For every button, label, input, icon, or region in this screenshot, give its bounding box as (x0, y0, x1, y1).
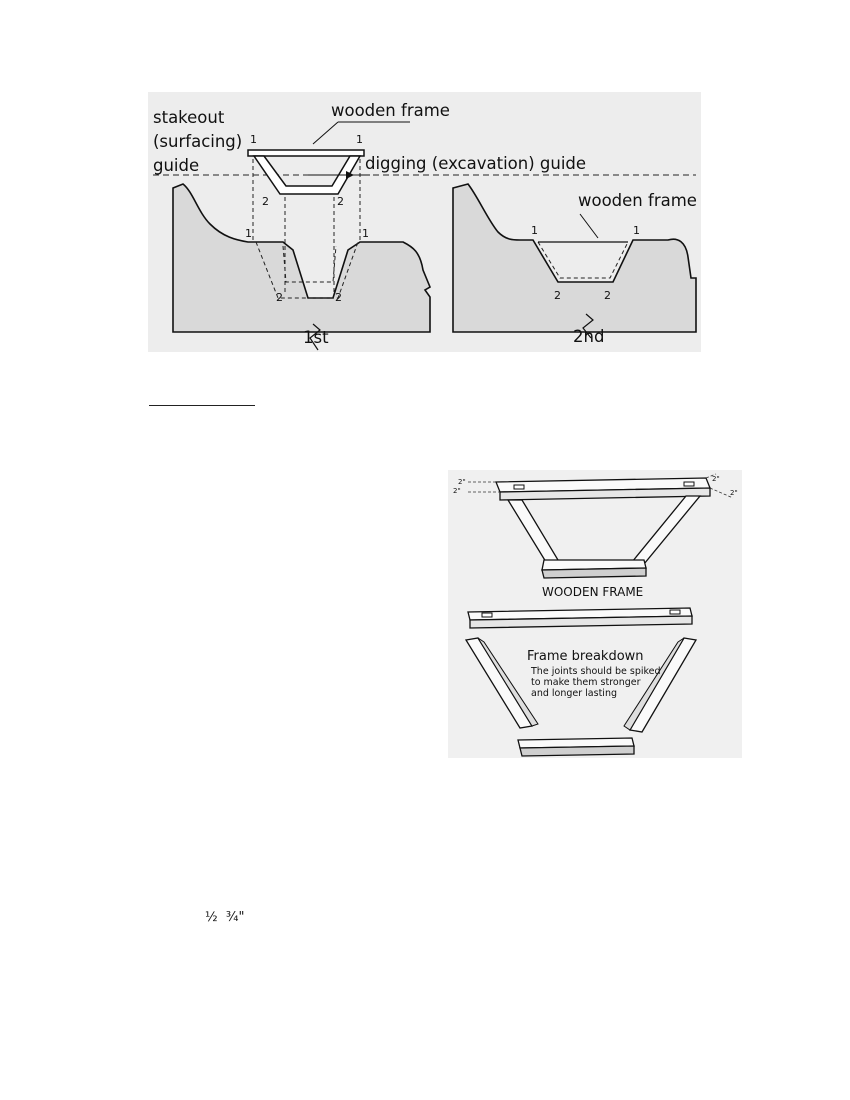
wooden-frame-title: WOODEN FRAME (542, 585, 644, 599)
wooden-frame-drawing (448, 470, 742, 758)
frame-breakdown-title: Frame breakdown (527, 649, 644, 664)
section-heading-underline (149, 405, 255, 406)
label-wooden-frame-2: wooden frame (578, 191, 697, 210)
label-step-2nd: 2nd (573, 327, 605, 346)
dimension-label: 2" (458, 478, 466, 486)
point-label-1: 1 (531, 224, 538, 237)
label-stakeout: stakeout (153, 108, 225, 127)
dimension-label: 2" (730, 489, 738, 497)
excavation-guide-drawing (148, 92, 701, 352)
dimension-label: 2" (712, 475, 720, 483)
point-label-2: 2 (335, 291, 342, 304)
point-label-2: 2 (554, 289, 561, 302)
point-label-2: 2 (337, 195, 344, 208)
fraction-text: ½ ¾" (205, 910, 245, 925)
label-surfacing: (surfacing) (153, 132, 243, 151)
label-digging-guide: digging (excavation) guide (365, 154, 587, 173)
point-label-1: 1 (633, 224, 640, 237)
dimension-label: 2" (453, 487, 461, 495)
wooden-frame-figure (448, 470, 742, 758)
point-label-1: 1 (362, 227, 369, 240)
excavation-guide-figure (148, 92, 701, 352)
label-step-1st: 1st (303, 328, 329, 347)
label-wooden-frame: wooden frame (331, 101, 450, 120)
point-label-1: 1 (250, 133, 257, 146)
point-label-2: 2 (262, 195, 269, 208)
point-label-1: 1 (245, 227, 252, 240)
point-label-2: 2 (604, 289, 611, 302)
label-guide: guide (153, 156, 200, 175)
frame-breakdown-note: The joints should be spiked to make them stronger and longer lasting (531, 666, 661, 699)
point-label-1: 1 (356, 133, 363, 146)
point-label-2: 2 (276, 291, 283, 304)
